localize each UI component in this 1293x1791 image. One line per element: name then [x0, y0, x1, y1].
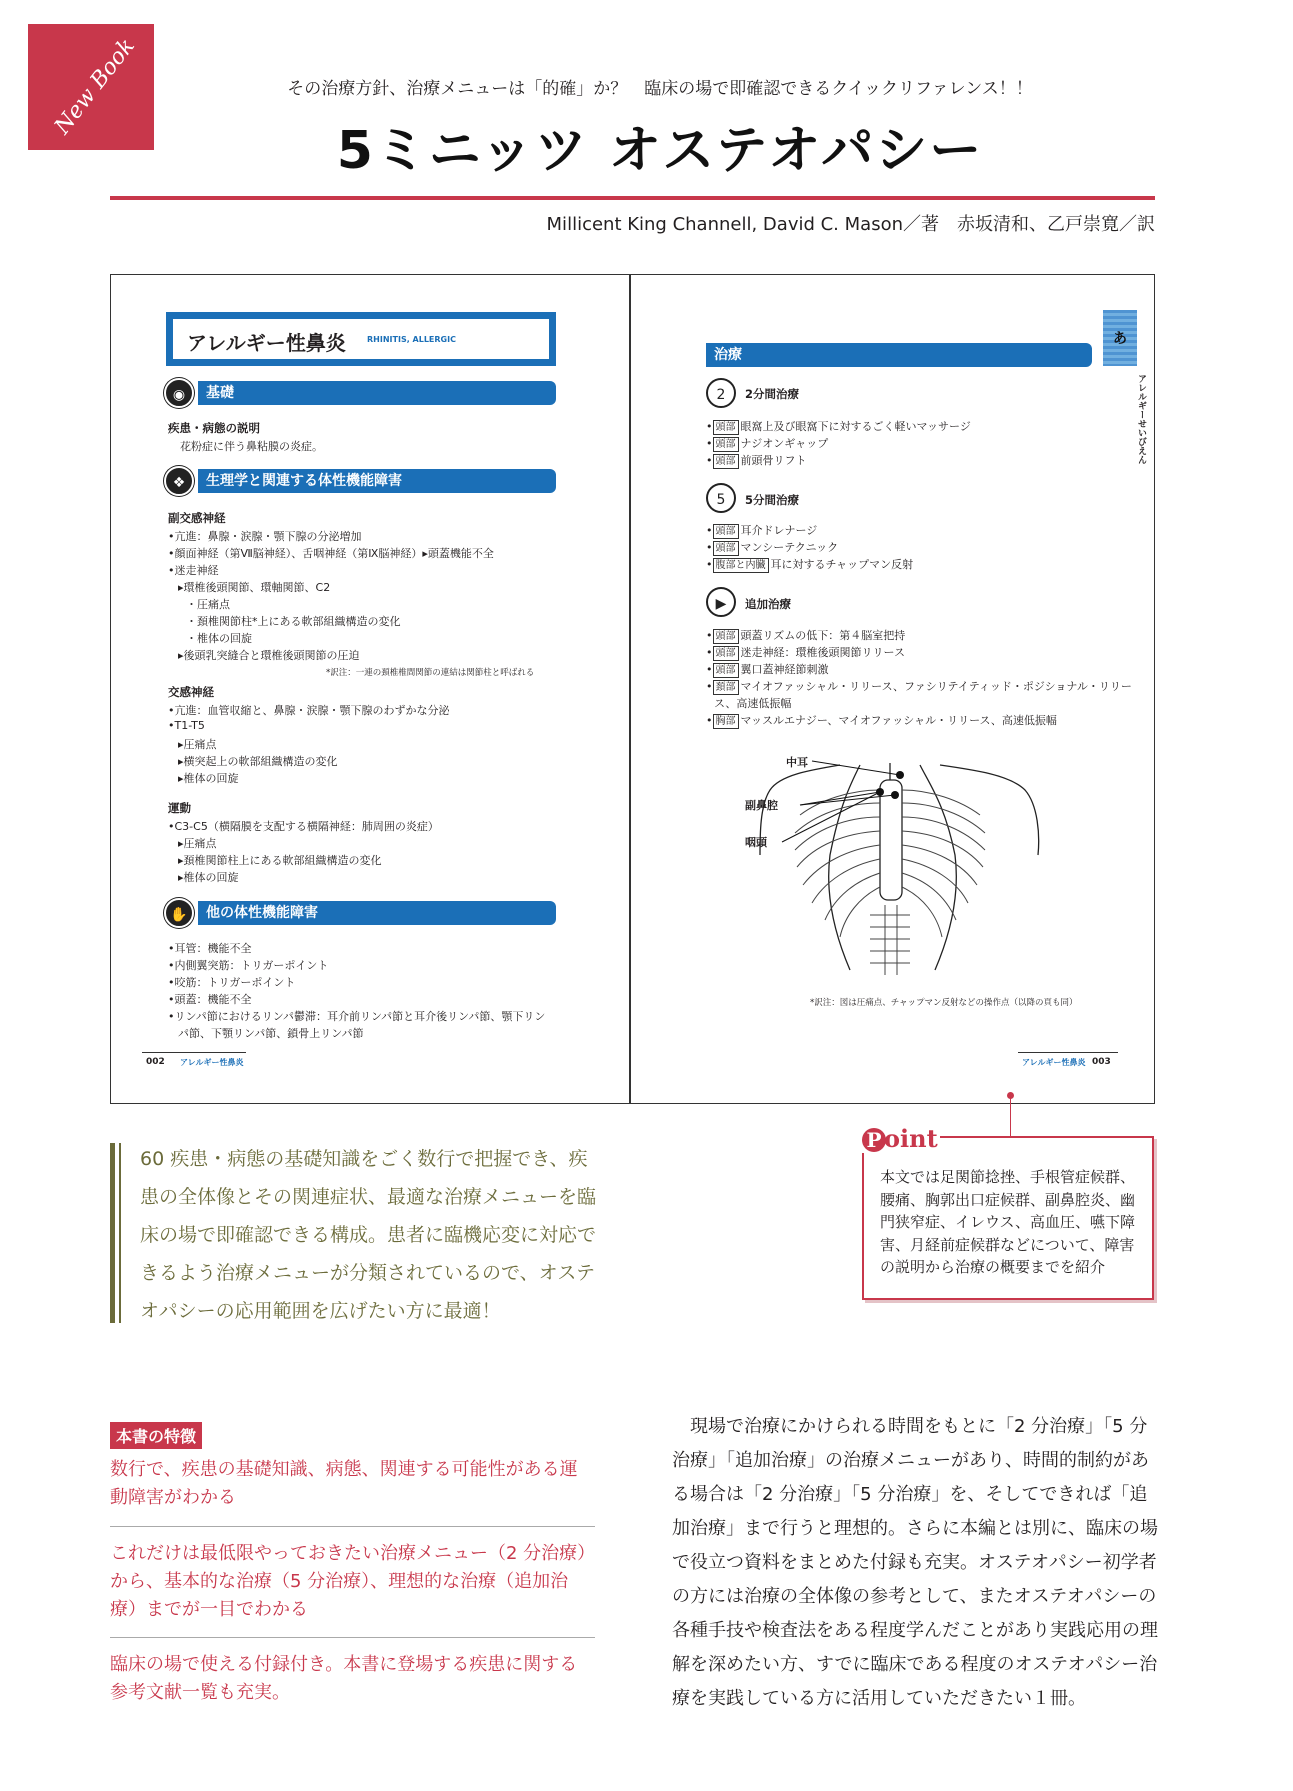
list-item: •顔面神経（第Ⅶ脳神経）、舌咽神経（第Ⅸ脳神経）▸頭蓋機能不全	[168, 547, 494, 560]
tag: 頭部	[713, 420, 739, 435]
additional-heading: 追加治療	[745, 597, 791, 611]
authors: Millicent King Channell, David C. Mason／著 赤坂清和、乙戸崇寛／訳	[546, 214, 1155, 235]
article-title-jp: アレルギー性鼻炎	[187, 331, 346, 355]
feature-divider	[110, 1637, 595, 1638]
section-treatment: 治療	[706, 343, 1092, 367]
list-item: ▸環椎後頭関節、環軸関節、C2	[178, 581, 331, 594]
s1-subheading: 疾患・病態の説明	[168, 421, 260, 435]
footer-rule-right	[1018, 1052, 1118, 1053]
five-minute-icon: 5	[706, 483, 736, 513]
article-title-box	[166, 312, 556, 366]
s1-text: 花粉症に伴う鼻粘膜の炎症。	[180, 440, 323, 453]
list-item: •リンパ節におけるリンパ鬱滞：耳介前リンパ節と耳介後リンパ節、顎下リン	[168, 1010, 546, 1023]
tag: 頚部	[713, 680, 739, 695]
book-title: 5ミニッツ オステオパシー	[336, 121, 984, 181]
section-other-dysfunction: 他の体性機能障害	[198, 901, 556, 925]
figure-note: *訳注：図は圧痛点、チャップマン反射などの操作点（以降の頁も同）	[810, 998, 1078, 1008]
ribcage-illustration	[740, 745, 1060, 990]
list-item: ▸椎体の回旋	[178, 871, 239, 884]
spread-spine	[629, 274, 631, 1104]
list-item: •咬筋：トリガーポイント	[168, 976, 296, 989]
footer-title-right: アレルギー性鼻炎	[1022, 1058, 1086, 1067]
tag: 頭部	[713, 454, 739, 469]
treatment-item: 頭蓋リズムの低下：第４脳室把持	[740, 629, 906, 642]
five-minute-heading: 5分間治療	[745, 493, 800, 507]
tag: 腹部と内臓	[713, 558, 769, 573]
treatment-item: 耳介ドレナージ	[740, 524, 818, 537]
lead-paragraph: 60 疾患・病態の基礎知識をごく数行で把握でき、疾患の全体像とその関連症状、最適な治療メニューを臨床の場で即確認できる構成。患者に臨機応変に対応できるよう治療メニューが分類されているので、オステオパシーの応用範囲を広げたい方に最適！	[140, 1148, 597, 1322]
list-item: ▸横突起上の軟部組織構造の変化	[178, 755, 338, 768]
list-item: •T1-T5	[168, 719, 205, 732]
feature-item: 数行で、疾患の基礎知識、病態、関連する可能性がある運動障害がわかる	[110, 1459, 578, 1508]
lead-bar	[110, 1143, 115, 1323]
badge-text: New Book	[50, 33, 140, 140]
list-item: ・椎体の回旋	[186, 632, 252, 645]
point-label	[860, 1124, 940, 1153]
list-item: パ節、下顎リンパ節、鎖骨上リンパ節	[178, 1027, 364, 1040]
treatment-item: 迷走神経：環椎後頭関節リリース	[740, 646, 905, 659]
treatment-item: ナジオンギャップ	[740, 437, 829, 450]
page-number-right: 003	[1092, 1057, 1111, 1067]
list-item: ▸圧痛点	[178, 837, 217, 850]
features-heading: 本書の特徴	[110, 1422, 202, 1449]
section-physiology: 生理学と関連する体性機能障害	[198, 469, 556, 493]
tag: 頭部	[713, 437, 739, 452]
parasympathetic-heading: 副交感神経	[168, 511, 226, 525]
motor-heading: 運動	[168, 801, 191, 815]
point-connector-line	[1010, 1098, 1011, 1136]
list-item: ▸後頭乳突縫合と環椎後頭関節の圧迫	[178, 649, 360, 662]
translator-note: *訳注：一連の頚椎椎間関節の連結は関節柱と呼ばれる	[326, 668, 535, 678]
two-minute-heading: 2分間治療	[745, 387, 800, 401]
list-item: •頭蓋：機能不全	[168, 993, 252, 1006]
treatment-item-cont: ス、高速低振幅	[714, 697, 792, 710]
list-item: •亢進：血管収縮と、鼻腺・涙腺・顎下腺のわずかな分泌	[168, 704, 450, 717]
additional-treatment-icon: ▶	[706, 587, 736, 617]
list-item: ▸椎体の回旋	[178, 772, 239, 785]
feature-item: これだけは最低限やっておきたい治療メニュー（2 分治療）から、基本的な治療（5 分治療）、理想的な治療（追加治療）までが一目でわかる	[110, 1543, 587, 1620]
treatment-item: 眼窩上及び眼窩下に対するごく軽いマッサージ	[740, 420, 971, 433]
treatment-item: 前頭骨リフト	[740, 454, 807, 467]
list-item: •耳管：機能不全	[168, 942, 252, 955]
point-text: 本文では足関節捻挫、手根管症候群、腰痛、胸郭出口症候群、副鼻腔炎、幽門狭窄症、イレウス、高血圧、嚥下障害、月経前症候群などについて、障害の説明から治療の概要までを紹介	[880, 1168, 1136, 1276]
footer-rule-left	[142, 1052, 246, 1053]
fig-label-pharynx: 咽頭	[745, 836, 767, 849]
two-minute-icon: 2	[706, 378, 736, 408]
list-item: ・圧痛点	[186, 598, 230, 611]
tag: 頭部	[713, 646, 739, 661]
article-title-en: RHINITIS, ALLERGIC	[367, 335, 456, 344]
treatment-item: マッスルエナジー、マイオファッシャル・リリース、高速低振幅	[740, 714, 1057, 727]
fig-label-middle-ear: 中耳	[786, 756, 808, 769]
physiology-icon: ❖	[164, 466, 194, 496]
fig-label-sinus: 副鼻腔	[745, 799, 778, 812]
list-item: •内側翼突筋：トリガーポイント	[168, 959, 329, 972]
sympathetic-heading: 交感神経	[168, 685, 214, 699]
treatment-item: マイオファッシャル・リリース、ファシリテイティッド・ポジショナル・リリー	[740, 680, 1132, 693]
feature-divider	[110, 1526, 595, 1527]
tag: 頭部	[713, 629, 739, 644]
treatment-item: 耳に対するチャップマン反射	[770, 558, 914, 571]
tagline: その治療方針、治療メニューは「的確」か？ 臨床の場で即確認できるクイックリファレンス！！	[287, 79, 1033, 99]
index-tab	[1103, 310, 1137, 366]
lead-bar-thin	[119, 1143, 121, 1323]
point-label-text: oint	[884, 1124, 938, 1153]
page-number-left: 002	[146, 1057, 165, 1067]
tag: 胸部	[713, 714, 739, 729]
feature-item: 臨床の場で使える付録付き。本書に登場する疾患に関する参考文献一覧も充実。	[110, 1654, 578, 1703]
footer-title-left: アレルギー性鼻炎	[180, 1058, 244, 1067]
list-item: •C3-C5（横隔膜を支配する横隔神経：肺周囲の炎症）	[168, 820, 439, 833]
list-item: ▸頚椎関節柱上にある軟部組織構造の変化	[178, 854, 382, 867]
list-item: •迷走神経	[168, 564, 219, 577]
list-item: ▸圧痛点	[178, 738, 217, 751]
section-basics: 基礎	[198, 381, 556, 405]
index-tab-reading: アレルギーせいびえん	[1136, 374, 1146, 464]
index-tab-letter: あ	[1113, 331, 1127, 347]
basics-icon: ◉	[164, 378, 194, 408]
tag: 頭部	[713, 663, 739, 678]
body-paragraph: 現場で治療にかけられる時間をもとに「2 分治療」「5 分治療」「追加治療」の治療メニューがあり、時間的制約がある場合は「2 分治療」「5 分治療」を、そしてできれば「追加治療」まで行うと理想的。さらに本編とは別に、臨床の場で役立つ資料をまとめた付録も充実。オステオパシー初学者の方には治療の全体像の参考として、またオステオパシーの各種手技や検査法をある程度学んだことがあり実践応用の理解を深めたい方、すでに臨床である程度のオステオパシー治療を実践している方に活用していただきたい１冊。	[672, 1416, 1158, 1709]
point-letter: P	[862, 1128, 886, 1152]
treatment-item: マンシーテクニック	[740, 541, 839, 554]
list-item: •亢進：鼻腺・涙腺・顎下腺の分泌増加	[168, 530, 362, 543]
other-dysfunction-icon: ✋	[164, 898, 194, 928]
title-rule	[110, 196, 1155, 200]
list-item: ・頚椎関節柱*上にある軟部組織構造の変化	[186, 615, 401, 628]
new-book-badge	[28, 24, 154, 150]
treatment-item: 翼口蓋神経節刺激	[740, 663, 829, 676]
tag: 頭部	[713, 541, 739, 556]
tag: 頭部	[713, 524, 739, 539]
